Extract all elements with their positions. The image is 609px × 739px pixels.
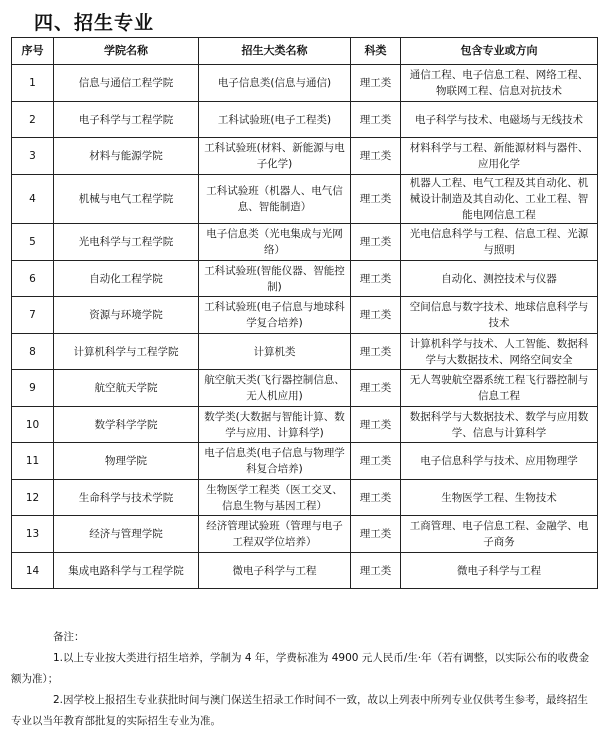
table-row	[12, 65, 598, 102]
cell-no: 8	[12, 334, 54, 370]
cell-college: 信息与通信工程学院	[54, 65, 199, 102]
cell-category: 电子信息类（光电集成与光网络）	[199, 224, 351, 261]
table-row	[12, 138, 598, 175]
cell-no: 3	[12, 138, 54, 175]
table-row	[12, 334, 598, 370]
cell-college: 电子科学与工程学院	[54, 102, 199, 138]
table-row	[12, 407, 598, 443]
cell-category: 电子信息类(电子信息与物理学科复合培养)	[199, 443, 351, 480]
section-title: 四、招生专业	[34, 12, 155, 34]
cell-subject: 理工类	[351, 224, 401, 261]
cell-subject: 理工类	[351, 65, 401, 102]
cell-majors: 电子信息科学与技术、应用物理学	[401, 443, 598, 480]
table-header-row	[12, 38, 598, 65]
cell-college: 物理学院	[54, 443, 199, 480]
note-item: 1.以上专业按大类进行招生培养，学制为 4 年，学费标准为 4900 元人民币/生·年（若有调整，以实际公布的收费金额为准）；	[11, 652, 590, 685]
cell-no: 10	[12, 407, 54, 443]
cell-no: 11	[12, 443, 54, 480]
cell-majors: 空间信息与数字技术、地球信息科学与技术	[401, 297, 598, 334]
cell-majors: 计算机科学与技术、人工智能、数据科学与大数据技术、网络空间安全	[401, 334, 598, 370]
note-item: 2.因学校上报招生专业获批时间与澳门保送生招录工作时间不一致，故以上列表中所列专业仅供考生参考，最终招生专业以当年教育部批复的实际招生专业为准。	[11, 694, 589, 727]
notes-label: 备注：	[53, 631, 85, 643]
table-row	[12, 370, 598, 407]
cell-no: 9	[12, 370, 54, 407]
cell-college: 经济与管理学院	[54, 516, 199, 553]
cell-subject: 理工类	[351, 553, 401, 589]
notes	[11, 627, 597, 732]
cell-college: 自动化工程学院	[54, 261, 199, 297]
header-no: 序号	[12, 38, 54, 65]
cell-no: 7	[12, 297, 54, 334]
cell-subject: 理工类	[351, 102, 401, 138]
cell-subject: 理工类	[351, 480, 401, 516]
cell-college: 光电科学与工程学院	[54, 224, 199, 261]
cell-college: 集成电路科学与工程学院	[54, 553, 199, 589]
cell-majors: 数据科学与大数据技术、数学与应用数学、信息与计算科学	[401, 407, 598, 443]
cell-majors: 生物医学工程、生物技术	[401, 480, 598, 516]
cell-majors: 机器人工程、电气工程及其自动化、机械设计制造及其自动化、工业工程、智能电网信息工程	[401, 175, 598, 224]
cell-no: 1	[12, 65, 54, 102]
cell-category: 工科试验班（机器人、电气信息、智能制造）	[199, 175, 351, 224]
cell-no: 2	[12, 102, 54, 138]
cell-majors: 微电子科学与工程	[401, 553, 598, 589]
cell-college: 资源与环境学院	[54, 297, 199, 334]
header-category: 招生大类名称	[199, 38, 351, 65]
cell-subject: 理工类	[351, 175, 401, 224]
header-college: 学院名称	[54, 38, 199, 65]
table-row	[12, 261, 598, 297]
cell-category: 生物医学工程类（医工交叉、信息生物与基因工程）	[199, 480, 351, 516]
table-row	[12, 516, 598, 553]
cell-subject: 理工类	[351, 297, 401, 334]
cell-category: 数学类(大数据与智能计算、数学与应用、计算科学)	[199, 407, 351, 443]
cell-category: 工科试验班(材料、新能源与电子化学)	[199, 138, 351, 175]
cell-majors: 通信工程、电子信息工程、网络工程、物联网工程、信息对抗技术	[401, 65, 598, 102]
majors-table	[11, 37, 598, 589]
cell-college: 材料与能源学院	[54, 138, 199, 175]
header-subject: 科类	[351, 38, 401, 65]
cell-category: 微电子科学与工程	[199, 553, 351, 589]
cell-subject: 理工类	[351, 334, 401, 370]
cell-category: 工科试验班(电子信息与地球科学复合培养)	[199, 297, 351, 334]
cell-subject: 理工类	[351, 407, 401, 443]
cell-category: 工科试验班(电子工程类)	[199, 102, 351, 138]
table-row	[12, 102, 598, 138]
cell-majors: 工商管理、电子信息工程、金融学、电子商务	[401, 516, 598, 553]
cell-majors: 光电信息科学与工程、信息工程、光源与照明	[401, 224, 598, 261]
cell-majors: 电子科学与技术、电磁场与无线技术	[401, 102, 598, 138]
cell-subject: 理工类	[351, 516, 401, 553]
cell-majors: 无人驾驶航空器系统工程飞行器控制与信息工程	[401, 370, 598, 407]
cell-subject: 理工类	[351, 138, 401, 175]
header-majors: 包含专业或方向	[401, 38, 598, 65]
cell-category: 航空航天类(飞行器控制信息、无人机应用)	[199, 370, 351, 407]
cell-no: 5	[12, 224, 54, 261]
cell-no: 6	[12, 261, 54, 297]
cell-category: 工科试验班(智能仪器、智能控制)	[199, 261, 351, 297]
cell-subject: 理工类	[351, 261, 401, 297]
cell-no: 13	[12, 516, 54, 553]
table-row	[12, 297, 598, 334]
cell-category: 计算机类	[199, 334, 351, 370]
cell-college: 计算机科学与工程学院	[54, 334, 199, 370]
cell-no: 14	[12, 553, 54, 589]
cell-no: 4	[12, 175, 54, 224]
cell-college: 数学科学学院	[54, 407, 199, 443]
cell-majors: 材料科学与工程、新能源材料与器件、应用化学	[401, 138, 598, 175]
cell-category: 电子信息类(信息与通信)	[199, 65, 351, 102]
table-row	[12, 175, 598, 224]
cell-no: 12	[12, 480, 54, 516]
table-row	[12, 224, 598, 261]
cell-college: 机械与电气工程学院	[54, 175, 199, 224]
cell-subject: 理工类	[351, 443, 401, 480]
cell-majors: 自动化、测控技术与仪器	[401, 261, 598, 297]
cell-category: 经济管理试验班（管理与电子工程双学位培养）	[199, 516, 351, 553]
cell-college: 航空航天学院	[54, 370, 199, 407]
table-row	[12, 553, 598, 589]
table-row	[12, 480, 598, 516]
cell-subject: 理工类	[351, 370, 401, 407]
table-row	[12, 443, 598, 480]
cell-college: 生命科学与技术学院	[54, 480, 199, 516]
